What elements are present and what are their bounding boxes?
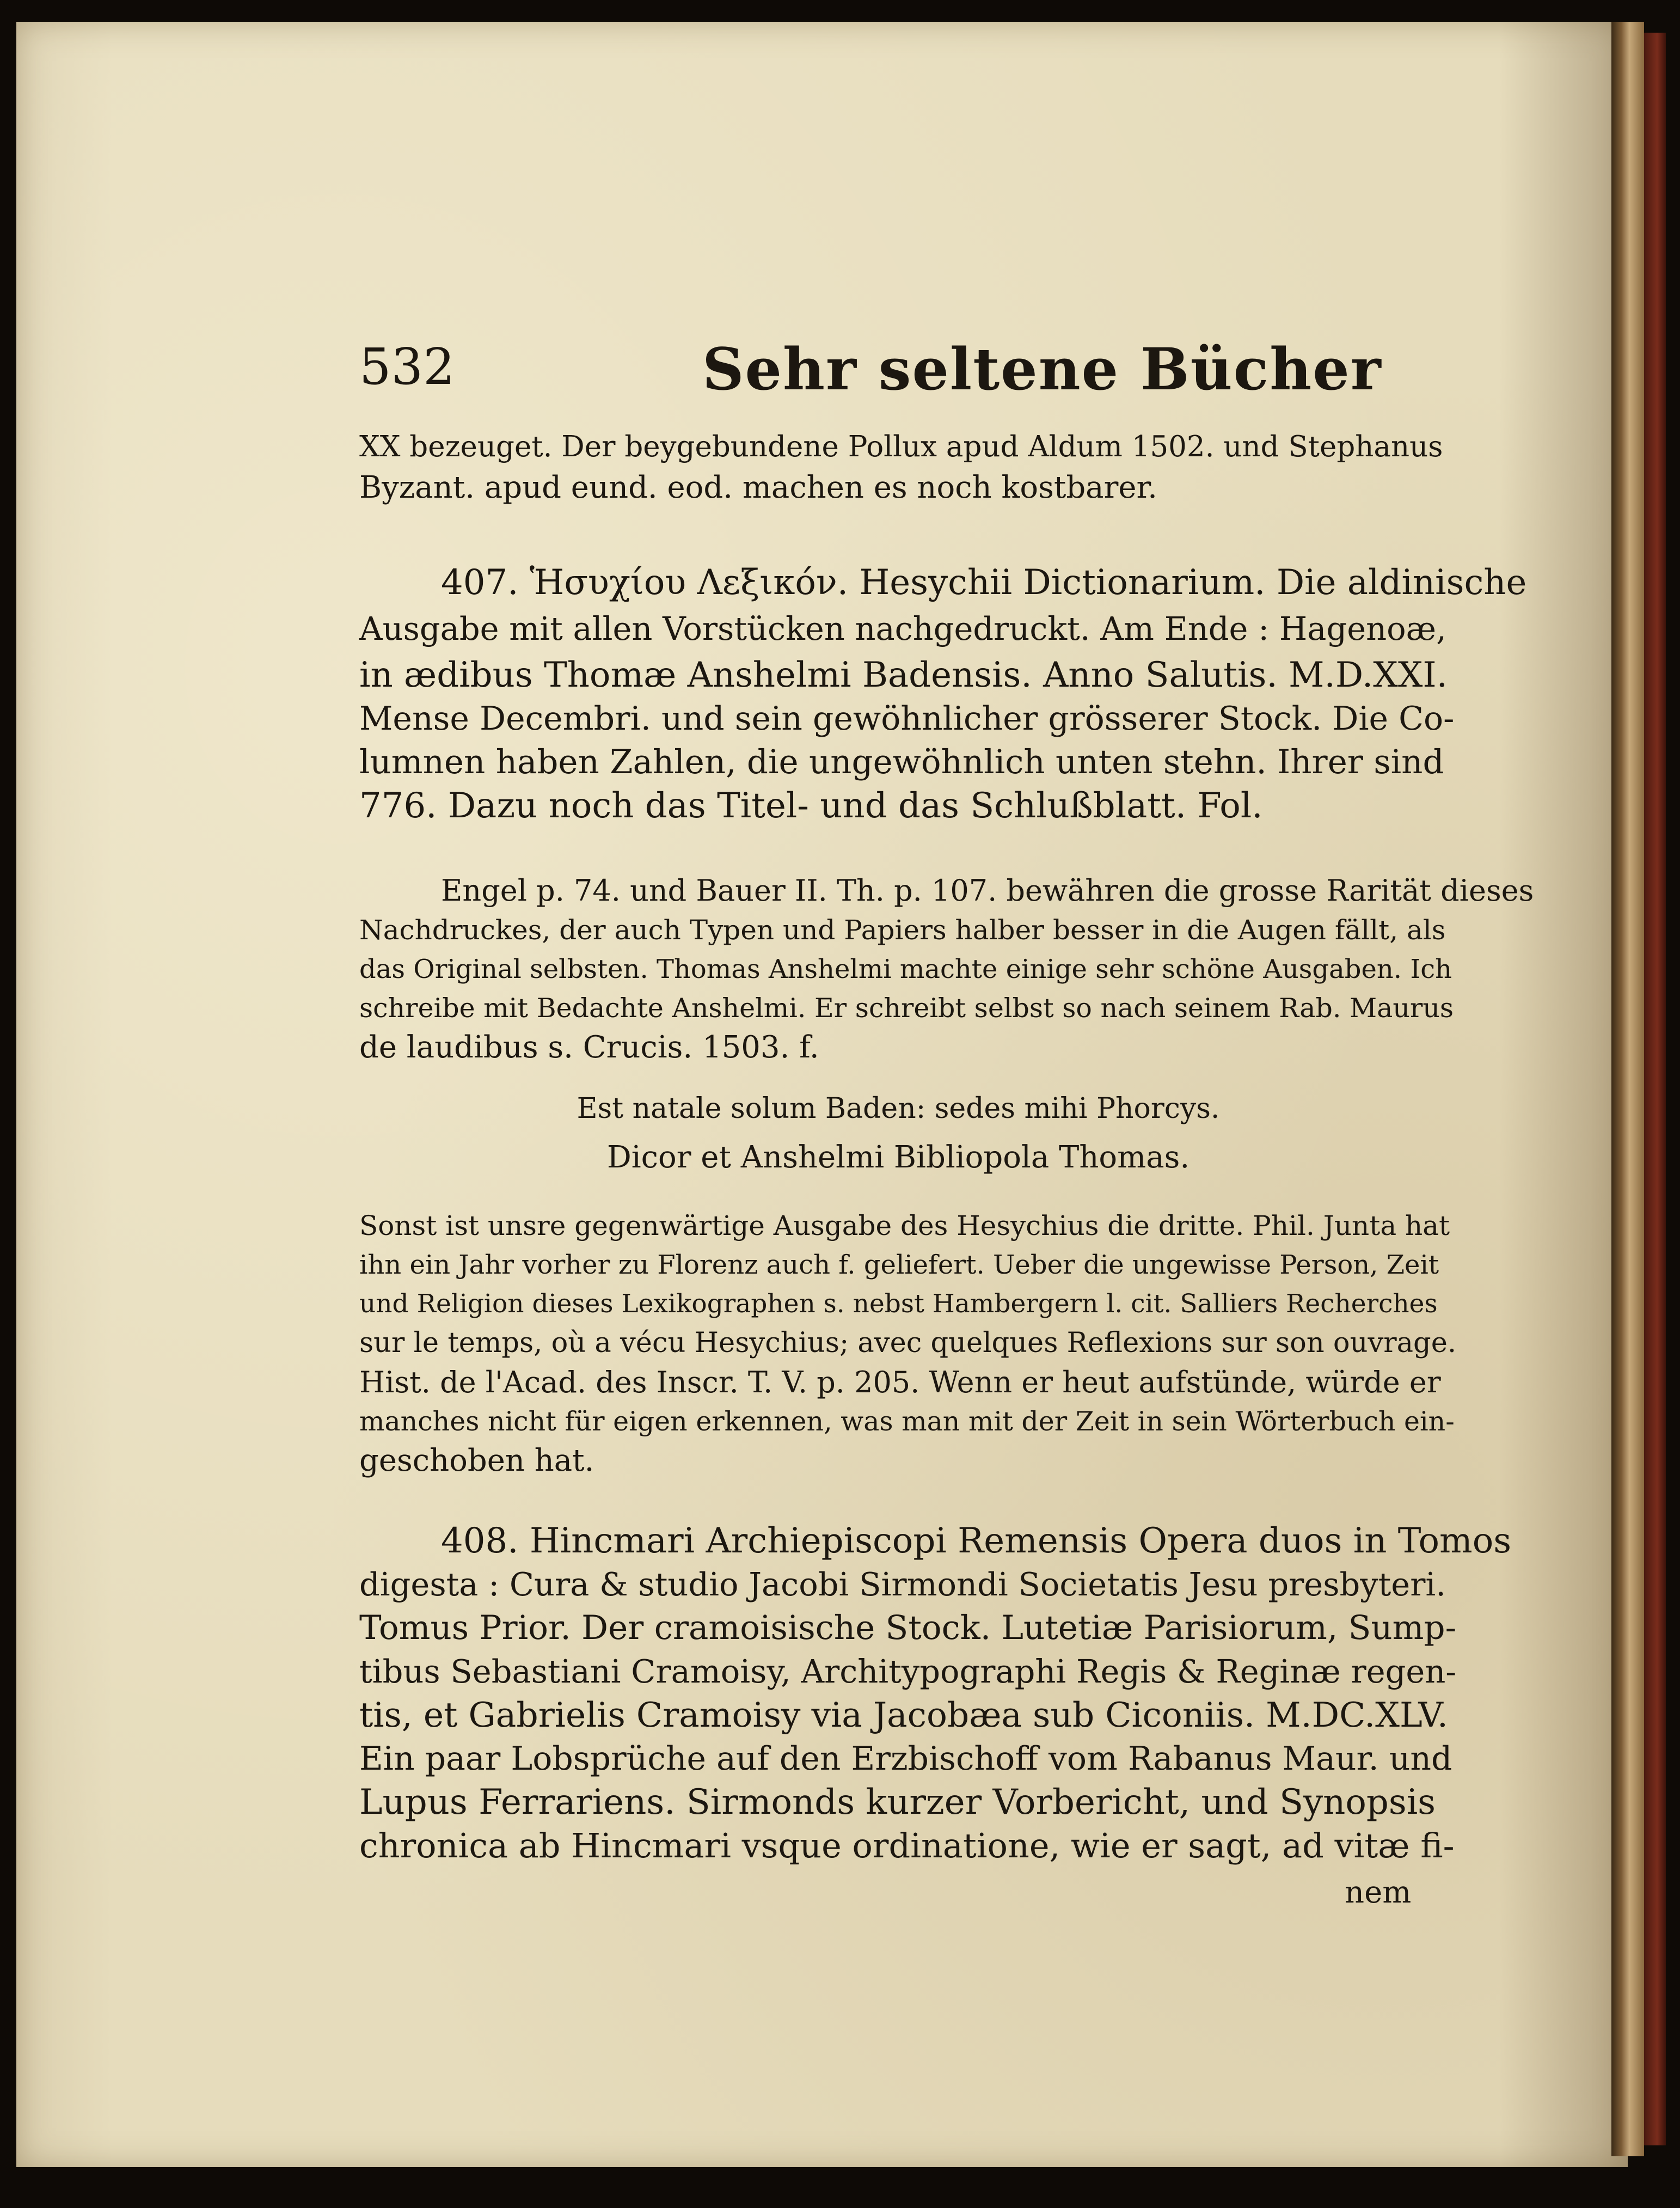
note-407-line-4: schreibe mit Bedachte Anshelmi. Er schreibt selbst so nach seinem Rab. Maurus <box>359 993 1454 1024</box>
note-407-line-3: das Original selbsten. Thomas Anshelmi machte einige sehr schöne Ausgaben. Ich <box>359 954 1452 984</box>
note-407-line-1: Engel p. 74. und Bauer II. Th. p. 107. bewähren die grosse Rarität dieses <box>441 873 1534 908</box>
entry-408-line-7: Lupus Ferrariens. Sirmonds kurzer Vorbericht, und Synopsis <box>359 1782 1436 1822</box>
verse-line-1: Est natale solum Baden: sedes mihi Phorcys. <box>577 1092 1220 1125</box>
note-407-cont-line-2: ihn ein Jahr vorher zu Florenz auch f. geliefert. Ueber die ungewisse Person, Zeit <box>359 1250 1439 1280</box>
entry-407-line-2: Ausgabe mit allen Vorstücken nachgedruckt. Am Ende : Hagenoæ, <box>359 610 1446 647</box>
entry-407-line-5: lumnen haben Zahlen, die ungewöhnlich unten stehn. Ihrer sind <box>359 743 1444 781</box>
note-407-cont-line-7: geschoben hat. <box>359 1443 594 1478</box>
note-407-cont-line-6: manches nicht für eigen erkennen, was man mit der Zeit in sein Wörterbuch ein- <box>359 1406 1455 1437</box>
entry-408-line-6: Ein paar Lobsprüche auf den Erzbischoff vom Rabanus Maur. und <box>359 1740 1452 1778</box>
entry-407-line-3: in ædibus Thomæ Anshelmi Badensis. Anno Salutis. M.D.XXI. <box>359 655 1448 695</box>
entry-407-line-1: 407. Ἡσυχίου Λεξικόν. Hesychii Dictionarium. Die aldinische <box>441 562 1527 603</box>
note-407-cont-line-1: Sonst ist unsre gegenwärtige Ausgabe des Hesychius die dritte. Phil. Junta hat <box>359 1210 1450 1241</box>
entry-407-line-4: Mense Decembri. und sein gewöhnlicher grösserer Stock. Die Co- <box>359 700 1455 738</box>
note-407-cont-line-4: sur le temps, où a vécu Hesychius; avec quelques Reflexions sur son ouvrage. <box>359 1327 1457 1359</box>
entry-407-line-6: 776. Dazu noch das Titel- und das Schlußblatt. Fol. <box>359 786 1263 826</box>
intro-line-2: Byzant. apud eund. eod. machen es noch kostbarer. <box>359 470 1157 505</box>
note-407-cont-line-5: Hist. de l'Acad. des Inscr. T. V. p. 205. Wenn er heut aufstünde, würde er <box>359 1365 1441 1399</box>
entry-408-line-3: Tomus Prior. Der cramoisische Stock. Lutetiæ Parisiorum, Sump- <box>359 1608 1457 1647</box>
entry-408-line-1: 408. Hincmari Archiepiscopi Remensis Opera duos in Tomos <box>441 1521 1512 1561</box>
note-407-line-2: Nachdruckes, der auch Typen und Papiers halber besser in die Augen fällt, als <box>359 914 1446 946</box>
note-407-line-5: de laudibus s. Crucis. 1503. f. <box>359 1030 819 1065</box>
entry-408-line-4: tibus Sebastiani Cramoisy, Architypographi Regis & Reginæ regen- <box>359 1653 1457 1690</box>
entry-408-line-8: chronica ab Hincmari vsque ordinatione, wie er sagt, ad vitæ fi- <box>359 1826 1455 1866</box>
intro-line-1: XX bezeuget. Der beygebundene Pollux apud Aldum 1502. und Stephanus <box>359 430 1443 463</box>
entry-408-line-5: tis, et Gabrielis Cramoisy via Jacobæa sub Ciconiis. M.DC.XLV. <box>359 1695 1448 1735</box>
verse-line-2: Dicor et Anshelmi Bibliopola Thomas. <box>606 1140 1190 1175</box>
page-number: 532 <box>359 338 455 396</box>
note-407-cont-line-3: und Religion dieses Lexikographen s. nebst Hambergern l. cit. Salliers Recherches <box>359 1289 1438 1319</box>
entry-408-line-2: digesta : Cura & studio Jacobi Sirmondi Societatis Jesu presbyteri. <box>359 1565 1446 1603</box>
catchword: nem <box>1345 1875 1412 1910</box>
running-head: Sehr seltene Bücher <box>702 335 1382 403</box>
